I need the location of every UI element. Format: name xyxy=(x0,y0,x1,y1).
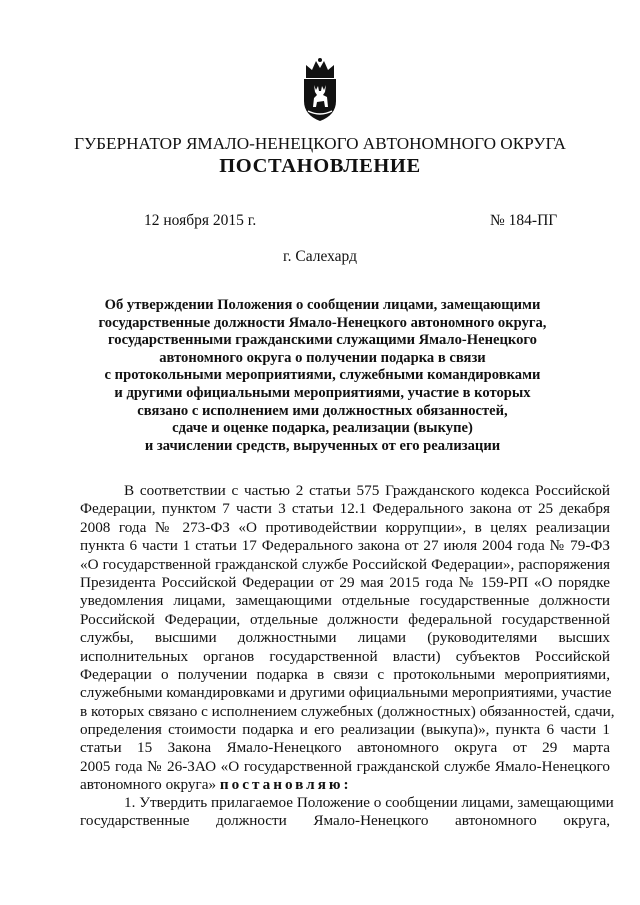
title-line: и другими официальными мероприятиями, участие в которых xyxy=(114,384,531,401)
title-line: автономного округа о получении подарка в связи xyxy=(159,349,486,366)
document-city: г. Салехард xyxy=(283,248,357,265)
title-line: Об утверждении Положения о сообщении лицами, замещающими xyxy=(104,297,541,313)
body-line: исполнительных органов государственной власти) субъектов Российской xyxy=(80,647,610,665)
coat-of-arms-emblem xyxy=(298,57,342,123)
preamble-paragraph xyxy=(80,482,615,795)
body-line: государственные должности Ямало-Ненецкого автономного округа, xyxy=(80,812,610,830)
body-line: в которых связано с исполнением служебных (должностных) обязанностей, сдачи, xyxy=(80,702,615,720)
body-line: определения стоимости подарка и его реализации (выкупа)», пункта 6 части 1 xyxy=(80,721,610,739)
body-line: служебными командировками и другими официальными мероприятиями, участие xyxy=(80,684,612,702)
final-line-text: автономного округа» xyxy=(80,776,217,794)
issuing-authority: ГУБЕРНАТОР ЯМАЛО-НЕНЕЦКОГО АВТОНОМНОГО ОКРУГА xyxy=(74,134,566,153)
body-line: службы, высшими должностными лицами (руководителями высших xyxy=(80,629,610,647)
body-line: 1. Утвердить прилагаемое Положение о сообщении лицами, замещающими xyxy=(124,794,614,811)
body-line-final xyxy=(80,776,610,794)
body-line: «О государственной гражданской службе Российской Федерации», распоряжения xyxy=(80,555,610,573)
body-line: 2005 года № 26-ЗАО «О государственной гражданской службе Ямало-Ненецкого xyxy=(80,757,610,775)
body-line: Федерации, пунктом 7 части 3 статьи 12.1 Федерального закона от 25 декабря xyxy=(80,500,610,518)
document-number: № 184-ПГ xyxy=(490,212,558,229)
body-line: пункта 6 части 1 статьи 17 Федерального закона от 27 июля 2004 года № 79-ФЗ xyxy=(80,537,610,555)
title-line: государственными гражданскими служащими Ямало-Ненецкого xyxy=(108,332,537,349)
document-type: ПОСТАНОВЛЕНИЕ xyxy=(219,155,421,177)
resolve-word: постановляю: xyxy=(219,776,352,794)
body-line: 2008 года № 273-ФЗ «О противодействии коррупции», в целях реализации xyxy=(80,518,610,536)
body-line: уведомления лицами, замещающими отдельные государственные должности xyxy=(80,592,610,610)
clause-1-paragraph xyxy=(80,794,614,831)
body-line: В соответствии с частью 2 статьи 575 Гражданского кодекса Российской xyxy=(124,482,610,499)
title-line: связано с исполнением ими должностных обязанностей, xyxy=(137,402,508,419)
body-line: Президента Российской Федерации от 29 мая 2015 года № 159-РП «О порядке xyxy=(80,573,610,591)
title-line: с протокольными мероприятиями, служебными командировками xyxy=(104,367,541,384)
document-title xyxy=(95,297,550,455)
title-line: сдаче и оценке подарка, реализации (выкупе) xyxy=(172,420,473,437)
document-date: 12 ноября 2015 г. xyxy=(144,212,257,229)
title-line: государственные должности Ямало-Ненецкого автономного округа, xyxy=(98,314,547,331)
title-line: и зачислении средств, вырученных от его реализации xyxy=(144,437,501,454)
body-line: Федерации о получении подарка в связи с протокольными мероприятиями, xyxy=(80,665,610,683)
body-line: Российской Федерации, отдельные должности федеральной государственной xyxy=(80,610,610,628)
body-line: статьи 15 Закона Ямало-Ненецкого автономного округа от 29 марта xyxy=(80,739,610,757)
